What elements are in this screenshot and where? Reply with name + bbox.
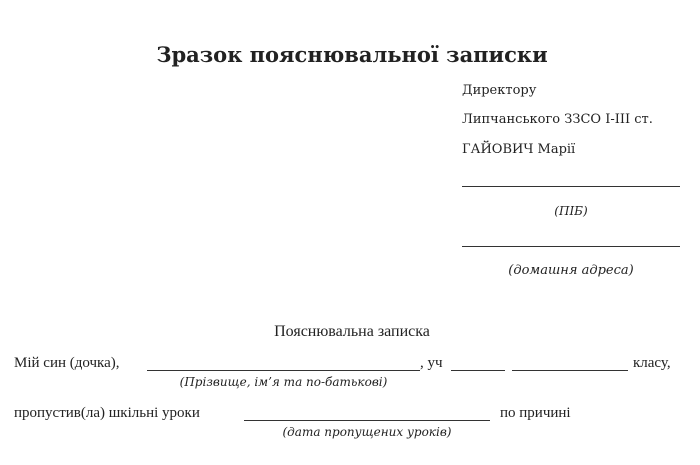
addressee-school: Липчанського ЗЗСО І-ІІІ ст.: [462, 112, 653, 127]
line2-end: по причині: [500, 405, 571, 421]
missed-dates-line: [244, 420, 490, 421]
line1-start: Мій син (дочка),: [14, 355, 120, 371]
class-line: [512, 370, 628, 371]
sender-address-caption: (домашня адреса): [508, 263, 634, 278]
addressee-position: Директору: [462, 83, 537, 98]
student-gender-line: [451, 370, 505, 371]
line1-end: класу,: [633, 355, 671, 371]
sender-name-caption: (ПІБ): [554, 204, 588, 218]
document-subtitle: Пояснювальна записка: [274, 323, 430, 340]
sender-name-line: [462, 186, 680, 187]
line2-start: пропустив(ла) шкільні уроки: [14, 405, 200, 421]
document-title: Зразок пояснювальної записки: [156, 42, 548, 67]
missed-dates-caption: (дата пропущених уроків): [282, 425, 452, 439]
addressee-name: ГАЙОВИЧ Марії: [462, 142, 576, 157]
line1-mid: , уч: [420, 355, 443, 371]
sender-address-line: [462, 246, 680, 247]
student-name-line: [147, 370, 420, 371]
student-name-caption: (Прізвище, ім’я та по-батькові): [179, 375, 388, 389]
